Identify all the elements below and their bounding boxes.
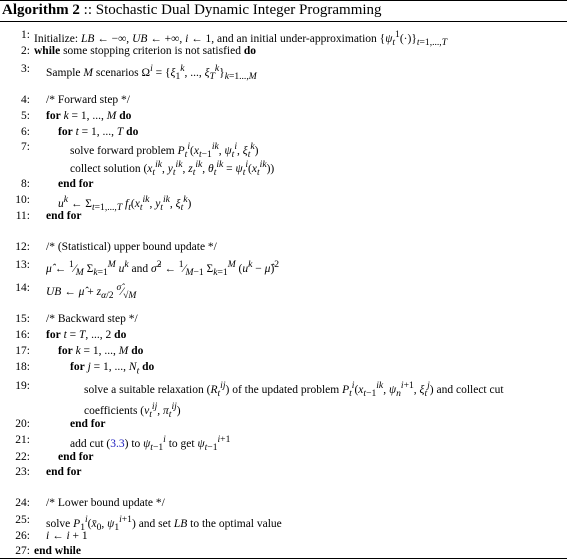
line-number: 27: [15, 545, 30, 557]
algorithm-line: coefficients ($v_t^{ij}$, $\pi_t^{ij}$) [84, 401, 181, 421]
line-number: 20: [15, 418, 30, 430]
algorithm-line: /* Lower bound update */ [46, 497, 165, 509]
algorithm-line: μ̂ ← $^1⁄_M$ $\Sigma_{k=1}^M$ $u^k$ and σ̂$^2$ ← $^1⁄_{M-1}$ $\Sigma_{k=1}^M$ ($u^k$ − μ̂)$^2$ [46, 259, 280, 279]
algorithm-line: Initialize: LB ← −∞, UB ← +∞, i ← 1, and an initial under-approximation $\{\psi_t^1(\cdot)\}_{t=1,...,T}$ [34, 29, 448, 49]
line-number: 2: [21, 45, 30, 57]
algorithm-line: for j = 1, ..., $N_t$ do [70, 361, 155, 377]
top-rule [0, 0, 567, 1]
line-number: 23: [15, 466, 30, 478]
line-number: 12: [15, 241, 30, 253]
line-number: 22: [15, 451, 30, 463]
line-number: 24: [15, 497, 30, 509]
line-number: 4: [21, 94, 30, 106]
line-number: 19: [15, 380, 30, 392]
algorithm-line: UB ← μ̂ + $z_{\alpha/2}$ $^{\sigmâ}⁄_{√M}$ [46, 282, 137, 302]
algorithm-line: $u^k$ ← $\Sigma_{t=1,...,T}$ $f_t(x_t^{ik}$, $y_t^{ik}$, $\xi_t^k$) [58, 194, 192, 214]
algorithm-name: Stochastic Dual Dynamic Integer Programming [95, 2, 382, 18]
algorithm-line: collect solution ($x_t^{ik}$, $y_t^{ik}$, $z_t^{ik}$, $\theta_t^{ik} = \psi_t^i(x_t^{ik})$) [70, 159, 275, 179]
line-number: 3: [21, 63, 30, 75]
algorithm-line: end for [46, 210, 82, 222]
line-number: 8: [21, 178, 30, 190]
algorithm-line: /* Backward step */ [46, 313, 138, 325]
algorithm-line: end for [58, 451, 94, 463]
line-number: 26: [15, 530, 30, 542]
line-number: 1: [21, 29, 30, 41]
algorithm-line: for k = 1, ..., M do [58, 345, 144, 357]
algorithm-line: for t = T, ..., 2 do [46, 329, 127, 341]
algorithm-line: end while [34, 545, 81, 557]
algorithm-line: for k = 1, ..., M do [46, 110, 132, 122]
line-number: 11: [15, 210, 30, 222]
title-rule [0, 21, 567, 22]
line-number: 25: [15, 514, 30, 526]
algorithm-line: end for [58, 178, 94, 190]
algorithm-separator: :: [79, 2, 96, 18]
algorithm-line: solve forward problem $P_t^i(x_{t-1}^{ik}$, $\psi_t^i$, $\xi_t^k$) [70, 141, 259, 161]
line-number: 10: [15, 194, 30, 206]
algorithm-line: end for [46, 466, 82, 478]
algorithm-line: for t = 1, ..., T do [58, 126, 139, 138]
algorithm-line: Sample M scenarios $\Omega^i = \{\xi_1^k$, ..., $\xi_T^k\}_{k=1...,M}$ [46, 63, 257, 83]
line-number: 15: [15, 313, 30, 325]
line-number: 5: [21, 110, 30, 122]
line-number: 18: [15, 361, 30, 373]
line-number: 6: [21, 126, 30, 138]
algorithm-line: while some stopping criterion is not satisfied do [34, 45, 257, 57]
line-number: 14: [15, 282, 30, 294]
algorithm-line: /* (Statistical) upper bound update */ [46, 241, 217, 253]
algorithm-line: solve a suitable relaxation $(R_t^{ij})$ of the updated problem $P_t^i(x_{t-1}^{ik}$, $\psi_n^{i+1}$, $\xi_t^j$) and collect cut [84, 380, 504, 400]
line-number: 16: [15, 329, 30, 341]
line-number: 13: [15, 259, 30, 271]
algorithm-title [2, 2, 382, 19]
line-number: 17: [15, 345, 30, 357]
algorithm-line: solve $P_1^i(x̄_0$, $\psi_1^{i+1}$) and set LB to the optimal value [46, 514, 282, 534]
line-number: 7: [21, 141, 30, 153]
algorithm-line: end for [70, 418, 106, 430]
algorithm-label: Algorithm 2 [2, 2, 80, 18]
equation-reference-link[interactable]: 3.3 [110, 437, 125, 450]
algorithm-line: add cut (3.3) to $\psi_{t-1}^i$ to get $\psi_{t-1}^{i+1}$ [70, 434, 231, 454]
algorithm-line: i ← i + 1 [46, 530, 88, 542]
algorithm-line: /* Forward step */ [46, 94, 131, 106]
line-number: 21: [15, 434, 30, 446]
